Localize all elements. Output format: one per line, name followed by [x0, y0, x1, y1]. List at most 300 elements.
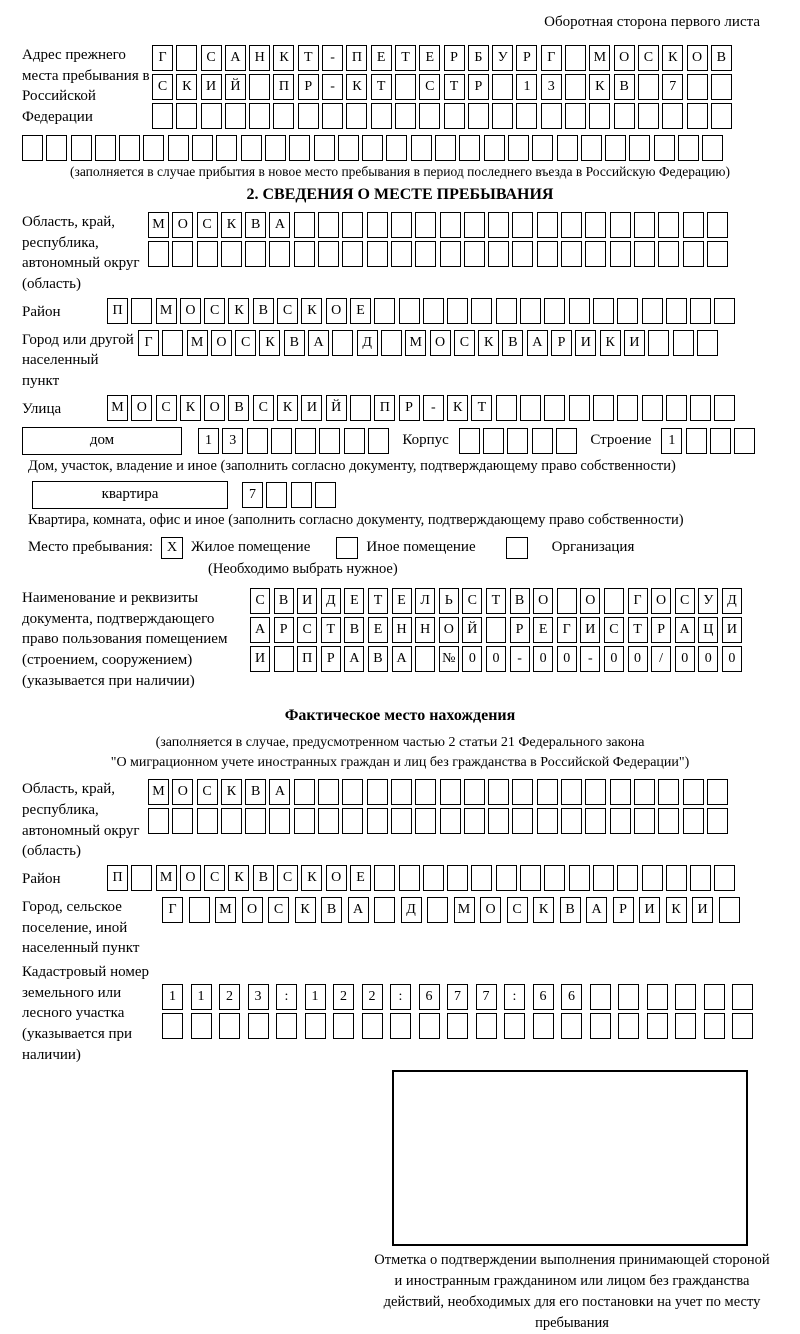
checkbox-zhiloe-pomeshchenie[interactable]: X: [161, 537, 183, 559]
char-cell[interactable]: [427, 897, 448, 923]
char-cell[interactable]: [569, 395, 590, 421]
char-cell[interactable]: П: [107, 298, 128, 324]
char-cell[interactable]: С: [454, 330, 475, 356]
char-cell[interactable]: Д: [401, 897, 422, 923]
char-cell[interactable]: М: [156, 298, 177, 324]
char-cell[interactable]: [415, 808, 436, 834]
char-cell[interactable]: [471, 865, 492, 891]
char-cell[interactable]: М: [405, 330, 426, 356]
char-cell[interactable]: -: [580, 646, 600, 672]
char-cell[interactable]: [444, 103, 465, 129]
char-cell[interactable]: К: [221, 779, 242, 805]
char-cell[interactable]: Г: [162, 897, 183, 923]
checkbox-inoe-pomeshchenie[interactable]: [336, 537, 358, 559]
char-cell[interactable]: [374, 865, 395, 891]
char-cell[interactable]: [484, 135, 505, 161]
char-cell[interactable]: [197, 808, 218, 834]
char-cell[interactable]: К: [533, 897, 554, 923]
char-cell[interactable]: С: [250, 588, 270, 614]
char-cell[interactable]: 0: [698, 646, 718, 672]
char-cell[interactable]: Р: [399, 395, 420, 421]
char-cell[interactable]: [221, 241, 242, 267]
char-cell[interactable]: А: [392, 646, 412, 672]
char-cell[interactable]: -: [322, 45, 343, 71]
char-cell[interactable]: [22, 135, 43, 161]
char-cell[interactable]: С: [268, 897, 289, 923]
char-cell[interactable]: Р: [651, 617, 671, 643]
char-cell[interactable]: 7: [476, 984, 497, 1010]
char-cell[interactable]: [561, 779, 582, 805]
char-cell[interactable]: [447, 298, 468, 324]
char-cell[interactable]: М: [156, 865, 177, 891]
char-cell[interactable]: [492, 74, 513, 100]
char-cell[interactable]: [423, 865, 444, 891]
char-cell[interactable]: [585, 808, 606, 834]
char-cell[interactable]: [395, 103, 416, 129]
char-cell[interactable]: [119, 135, 140, 161]
char-cell[interactable]: [338, 135, 359, 161]
char-cell[interactable]: [714, 395, 735, 421]
char-cell[interactable]: Ь: [439, 588, 459, 614]
char-cell[interactable]: [440, 779, 461, 805]
char-cell[interactable]: [225, 103, 246, 129]
char-cell[interactable]: 1: [191, 984, 212, 1010]
char-cell[interactable]: Н: [249, 45, 270, 71]
char-cell[interactable]: [556, 428, 577, 454]
char-cell[interactable]: Т: [471, 395, 492, 421]
char-cell[interactable]: В: [344, 617, 364, 643]
char-cell[interactable]: С: [204, 865, 225, 891]
char-cell[interactable]: 0: [486, 646, 506, 672]
char-cell[interactable]: [732, 1013, 753, 1039]
char-cell[interactable]: И: [722, 617, 742, 643]
char-cell[interactable]: О: [172, 212, 193, 238]
char-cell[interactable]: В: [253, 865, 274, 891]
char-cell[interactable]: [557, 588, 577, 614]
char-cell[interactable]: :: [504, 984, 525, 1010]
char-cell[interactable]: К: [180, 395, 201, 421]
char-cell[interactable]: [704, 984, 725, 1010]
char-cell[interactable]: [294, 779, 315, 805]
char-cell[interactable]: [318, 212, 339, 238]
char-cell[interactable]: О: [180, 298, 201, 324]
char-cell[interactable]: [496, 865, 517, 891]
char-cell[interactable]: [248, 1013, 269, 1039]
char-cell[interactable]: [269, 808, 290, 834]
char-cell[interactable]: [683, 808, 704, 834]
char-cell[interactable]: [468, 103, 489, 129]
char-cell[interactable]: [415, 212, 436, 238]
char-cell[interactable]: [666, 395, 687, 421]
char-cell[interactable]: И: [201, 74, 222, 100]
char-cell[interactable]: [697, 330, 718, 356]
char-cell[interactable]: 0: [557, 646, 577, 672]
char-cell[interactable]: [537, 808, 558, 834]
char-cell[interactable]: [658, 779, 679, 805]
char-cell[interactable]: [557, 135, 578, 161]
char-cell[interactable]: [390, 1013, 411, 1039]
char-cell[interactable]: [241, 135, 262, 161]
char-cell[interactable]: В: [614, 74, 635, 100]
char-cell[interactable]: [561, 1013, 582, 1039]
char-cell[interactable]: [707, 241, 728, 267]
char-cell[interactable]: [537, 241, 558, 267]
char-cell[interactable]: [350, 395, 371, 421]
char-cell[interactable]: [362, 135, 383, 161]
char-cell[interactable]: С: [197, 779, 218, 805]
char-cell[interactable]: М: [589, 45, 610, 71]
char-cell[interactable]: И: [297, 588, 317, 614]
char-cell[interactable]: М: [454, 897, 475, 923]
char-cell[interactable]: А: [269, 779, 290, 805]
char-cell[interactable]: [362, 1013, 383, 1039]
char-cell[interactable]: П: [346, 45, 367, 71]
char-cell[interactable]: 6: [561, 984, 582, 1010]
char-cell[interactable]: [666, 298, 687, 324]
char-cell[interactable]: [719, 897, 740, 923]
char-cell[interactable]: С: [204, 298, 225, 324]
char-cell[interactable]: [687, 74, 708, 100]
char-cell[interactable]: Р: [551, 330, 572, 356]
char-cell[interactable]: [342, 779, 363, 805]
char-cell[interactable]: А: [527, 330, 548, 356]
char-cell[interactable]: Е: [350, 298, 371, 324]
char-cell[interactable]: [152, 103, 173, 129]
char-cell[interactable]: Р: [510, 617, 530, 643]
char-cell[interactable]: [658, 212, 679, 238]
char-cell[interactable]: [415, 779, 436, 805]
char-cell[interactable]: [642, 298, 663, 324]
char-cell[interactable]: :: [276, 984, 297, 1010]
char-cell[interactable]: О: [651, 588, 671, 614]
char-cell[interactable]: М: [215, 897, 236, 923]
dom-box[interactable]: дом: [22, 427, 182, 455]
char-cell[interactable]: О: [131, 395, 152, 421]
char-cell[interactable]: [714, 865, 735, 891]
char-cell[interactable]: 1: [661, 428, 682, 454]
char-cell[interactable]: [638, 103, 659, 129]
char-cell[interactable]: С: [675, 588, 695, 614]
char-cell[interactable]: [565, 74, 586, 100]
char-cell[interactable]: С: [152, 74, 173, 100]
char-cell[interactable]: [532, 135, 553, 161]
char-cell[interactable]: Т: [486, 588, 506, 614]
char-cell[interactable]: [459, 428, 480, 454]
char-cell[interactable]: [569, 298, 590, 324]
char-cell[interactable]: [148, 808, 169, 834]
char-cell[interactable]: П: [374, 395, 395, 421]
char-cell[interactable]: [658, 241, 679, 267]
char-cell[interactable]: [271, 428, 292, 454]
char-cell[interactable]: [512, 779, 533, 805]
char-cell[interactable]: М: [187, 330, 208, 356]
char-cell[interactable]: [617, 395, 638, 421]
char-cell[interactable]: [192, 135, 213, 161]
char-cell[interactable]: В: [502, 330, 523, 356]
checkbox-organizatsiya[interactable]: [506, 537, 528, 559]
char-cell[interactable]: [654, 135, 675, 161]
char-cell[interactable]: [294, 212, 315, 238]
char-cell[interactable]: О: [533, 588, 553, 614]
char-cell[interactable]: [590, 1013, 611, 1039]
char-cell[interactable]: И: [301, 395, 322, 421]
char-cell[interactable]: М: [148, 779, 169, 805]
char-cell[interactable]: [647, 1013, 668, 1039]
char-cell[interactable]: 2: [362, 984, 383, 1010]
char-cell[interactable]: Т: [321, 617, 341, 643]
char-cell[interactable]: Р: [516, 45, 537, 71]
char-cell[interactable]: 2: [333, 984, 354, 1010]
char-cell[interactable]: [662, 103, 683, 129]
char-cell[interactable]: Е: [368, 617, 388, 643]
char-cell[interactable]: К: [301, 865, 322, 891]
char-cell[interactable]: [593, 865, 614, 891]
char-cell[interactable]: [368, 428, 389, 454]
char-cell[interactable]: У: [492, 45, 513, 71]
char-cell[interactable]: [176, 45, 197, 71]
char-cell[interactable]: К: [228, 865, 249, 891]
char-cell[interactable]: [131, 865, 152, 891]
char-cell[interactable]: [683, 241, 704, 267]
char-cell[interactable]: 0: [604, 646, 624, 672]
char-cell[interactable]: [581, 135, 602, 161]
char-cell[interactable]: [415, 241, 436, 267]
char-cell[interactable]: С: [638, 45, 659, 71]
char-cell[interactable]: [399, 865, 420, 891]
char-cell[interactable]: [537, 779, 558, 805]
char-cell[interactable]: 6: [533, 984, 554, 1010]
char-cell[interactable]: С: [197, 212, 218, 238]
char-cell[interactable]: [176, 103, 197, 129]
char-cell[interactable]: С: [156, 395, 177, 421]
char-cell[interactable]: [391, 241, 412, 267]
char-cell[interactable]: [604, 588, 624, 614]
char-cell[interactable]: [197, 241, 218, 267]
char-cell[interactable]: [295, 428, 316, 454]
char-cell[interactable]: 0: [533, 646, 553, 672]
char-cell[interactable]: [266, 482, 287, 508]
char-cell[interactable]: [249, 74, 270, 100]
char-cell[interactable]: [704, 1013, 725, 1039]
char-cell[interactable]: [537, 212, 558, 238]
char-cell[interactable]: [315, 482, 336, 508]
char-cell[interactable]: Е: [371, 45, 392, 71]
char-cell[interactable]: Т: [368, 588, 388, 614]
char-cell[interactable]: Г: [541, 45, 562, 71]
char-cell[interactable]: В: [253, 298, 274, 324]
char-cell[interactable]: И: [692, 897, 713, 923]
char-cell[interactable]: Г: [152, 45, 173, 71]
char-cell[interactable]: [569, 865, 590, 891]
char-cell[interactable]: Е: [533, 617, 553, 643]
char-cell[interactable]: [46, 135, 67, 161]
char-cell[interactable]: С: [253, 395, 274, 421]
char-cell[interactable]: [585, 241, 606, 267]
char-cell[interactable]: [610, 241, 631, 267]
char-cell[interactable]: Ц: [698, 617, 718, 643]
char-cell[interactable]: Г: [138, 330, 159, 356]
char-cell[interactable]: К: [478, 330, 499, 356]
char-cell[interactable]: Е: [392, 588, 412, 614]
char-cell[interactable]: 0: [722, 646, 742, 672]
char-cell[interactable]: К: [228, 298, 249, 324]
char-cell[interactable]: В: [368, 646, 388, 672]
char-cell[interactable]: [666, 865, 687, 891]
char-cell[interactable]: [585, 212, 606, 238]
char-cell[interactable]: О: [180, 865, 201, 891]
char-cell[interactable]: Н: [392, 617, 412, 643]
char-cell[interactable]: [483, 428, 504, 454]
char-cell[interactable]: [707, 779, 728, 805]
char-cell[interactable]: Н: [415, 617, 435, 643]
char-cell[interactable]: 3: [248, 984, 269, 1010]
char-cell[interactable]: П: [107, 865, 128, 891]
char-cell[interactable]: [486, 617, 506, 643]
char-cell[interactable]: [634, 779, 655, 805]
char-cell[interactable]: [168, 135, 189, 161]
char-cell[interactable]: [533, 1013, 554, 1039]
char-cell[interactable]: [512, 808, 533, 834]
char-cell[interactable]: [344, 428, 365, 454]
char-cell[interactable]: А: [269, 212, 290, 238]
char-cell[interactable]: А: [344, 646, 364, 672]
char-cell[interactable]: О: [211, 330, 232, 356]
char-cell[interactable]: [504, 1013, 525, 1039]
char-cell[interactable]: [419, 1013, 440, 1039]
char-cell[interactable]: [415, 646, 435, 672]
char-cell[interactable]: Р: [274, 617, 294, 643]
char-cell[interactable]: О: [242, 897, 263, 923]
char-cell[interactable]: С: [419, 74, 440, 100]
char-cell[interactable]: С: [604, 617, 624, 643]
char-cell[interactable]: [488, 212, 509, 238]
char-cell[interactable]: [605, 135, 626, 161]
char-cell[interactable]: К: [221, 212, 242, 238]
char-cell[interactable]: [391, 808, 412, 834]
char-cell[interactable]: [221, 808, 242, 834]
char-cell[interactable]: [690, 298, 711, 324]
char-cell[interactable]: К: [259, 330, 280, 356]
char-cell[interactable]: [476, 1013, 497, 1039]
char-cell[interactable]: [496, 395, 517, 421]
char-cell[interactable]: [342, 808, 363, 834]
char-cell[interactable]: №: [439, 646, 459, 672]
char-cell[interactable]: [617, 298, 638, 324]
char-cell[interactable]: [374, 897, 395, 923]
char-cell[interactable]: [512, 241, 533, 267]
char-cell[interactable]: [447, 1013, 468, 1039]
char-cell[interactable]: [332, 330, 353, 356]
char-cell[interactable]: [314, 135, 335, 161]
char-cell[interactable]: С: [462, 588, 482, 614]
char-cell[interactable]: А: [586, 897, 607, 923]
char-cell[interactable]: [367, 779, 388, 805]
char-cell[interactable]: [298, 103, 319, 129]
char-cell[interactable]: [386, 135, 407, 161]
char-cell[interactable]: [711, 74, 732, 100]
char-cell[interactable]: [367, 808, 388, 834]
char-cell[interactable]: [172, 241, 193, 267]
char-cell[interactable]: 0: [462, 646, 482, 672]
char-cell[interactable]: [690, 865, 711, 891]
char-cell[interactable]: 2: [219, 984, 240, 1010]
char-cell[interactable]: Е: [344, 588, 364, 614]
char-cell[interactable]: [216, 135, 237, 161]
char-cell[interactable]: О: [480, 897, 501, 923]
char-cell[interactable]: [201, 103, 222, 129]
char-cell[interactable]: [189, 897, 210, 923]
char-cell[interactable]: С: [277, 865, 298, 891]
char-cell[interactable]: [143, 135, 164, 161]
char-cell[interactable]: [191, 1013, 212, 1039]
char-cell[interactable]: Й: [462, 617, 482, 643]
char-cell[interactable]: П: [273, 74, 294, 100]
char-cell[interactable]: [561, 212, 582, 238]
char-cell[interactable]: [683, 779, 704, 805]
char-cell[interactable]: [423, 298, 444, 324]
char-cell[interactable]: [593, 298, 614, 324]
char-cell[interactable]: [642, 865, 663, 891]
char-cell[interactable]: И: [580, 617, 600, 643]
char-cell[interactable]: [148, 241, 169, 267]
char-cell[interactable]: [95, 135, 116, 161]
char-cell[interactable]: [464, 779, 485, 805]
char-cell[interactable]: [544, 298, 565, 324]
char-cell[interactable]: [318, 241, 339, 267]
char-cell[interactable]: [391, 212, 412, 238]
char-cell[interactable]: В: [711, 45, 732, 71]
char-cell[interactable]: В: [245, 779, 266, 805]
char-cell[interactable]: [464, 808, 485, 834]
char-cell[interactable]: [516, 103, 537, 129]
char-cell[interactable]: [395, 74, 416, 100]
char-cell[interactable]: [610, 808, 631, 834]
char-cell[interactable]: А: [348, 897, 369, 923]
char-cell[interactable]: 7: [447, 984, 468, 1010]
char-cell[interactable]: Р: [298, 74, 319, 100]
char-cell[interactable]: О: [430, 330, 451, 356]
char-cell[interactable]: [419, 103, 440, 129]
char-cell[interactable]: В: [245, 212, 266, 238]
char-cell[interactable]: [294, 241, 315, 267]
char-cell[interactable]: В: [284, 330, 305, 356]
char-cell[interactable]: Р: [613, 897, 634, 923]
char-cell[interactable]: [707, 212, 728, 238]
char-cell[interactable]: У: [698, 588, 718, 614]
char-cell[interactable]: К: [176, 74, 197, 100]
char-cell[interactable]: Е: [419, 45, 440, 71]
char-cell[interactable]: [561, 241, 582, 267]
char-cell[interactable]: [565, 45, 586, 71]
char-cell[interactable]: В: [274, 588, 294, 614]
char-cell[interactable]: 0: [628, 646, 648, 672]
char-cell[interactable]: [247, 428, 268, 454]
char-cell[interactable]: И: [250, 646, 270, 672]
char-cell[interactable]: С: [297, 617, 317, 643]
char-cell[interactable]: С: [507, 897, 528, 923]
char-cell[interactable]: [520, 395, 541, 421]
char-cell[interactable]: [265, 135, 286, 161]
char-cell[interactable]: [492, 103, 513, 129]
char-cell[interactable]: [371, 103, 392, 129]
char-cell[interactable]: Й: [225, 74, 246, 100]
char-cell[interactable]: О: [614, 45, 635, 71]
char-cell[interactable]: К: [301, 298, 322, 324]
char-cell[interactable]: [496, 298, 517, 324]
char-cell[interactable]: Р: [468, 74, 489, 100]
char-cell[interactable]: [732, 984, 753, 1010]
char-cell[interactable]: К: [277, 395, 298, 421]
